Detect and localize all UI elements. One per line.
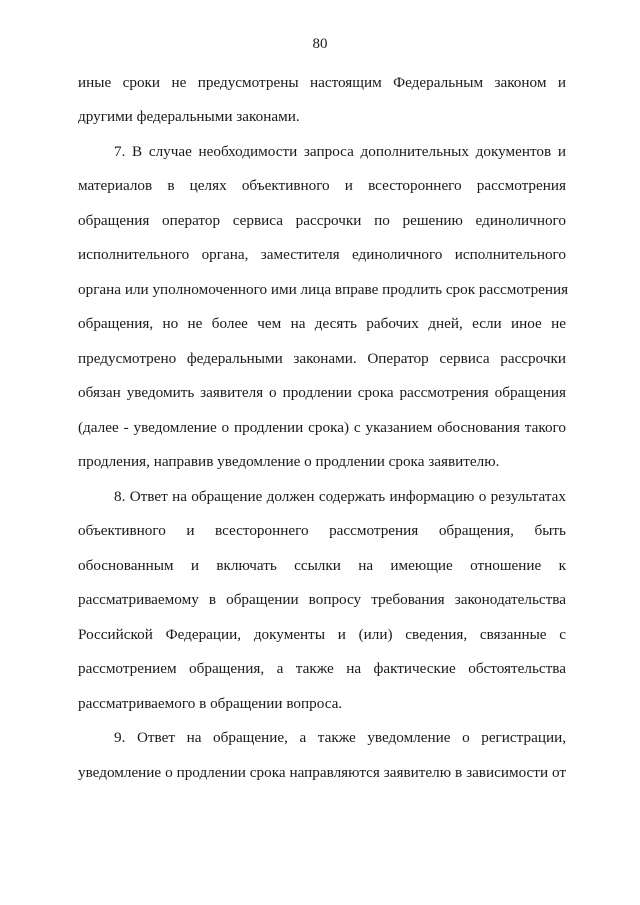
- text-line: рассмотрением обращения, а также на фактические обстоятельства: [78, 660, 566, 677]
- text-line: обращения, но не более чем на десять рабочих дней, если иное не: [78, 315, 566, 332]
- text-line: обоснованным и включать ссылки на имеющие отношение к: [78, 557, 566, 574]
- text-line: исполнительного органа, заместителя единоличного исполнительного: [78, 246, 566, 263]
- text-line: продления, направив уведомление о продлении срока заявителю.: [78, 453, 500, 470]
- text-line: материалов в целях объективного и всестороннего рассмотрения: [78, 177, 566, 194]
- text-line: Российской Федерации, документы и (или) сведения, связанные с: [78, 626, 566, 643]
- text-line: другими федеральными законами.: [78, 108, 300, 125]
- paragraph-start-line: 8. Ответ на обращение должен содержать информацию о результатах: [114, 488, 566, 505]
- text-line: иные сроки не предусмотрены настоящим Федеральным законом и: [78, 74, 566, 91]
- text-line: уведомление о продлении срока направляются заявителю в зависимости от: [78, 764, 566, 781]
- text-line: органа или уполномоченного ими лица вправе продлить срок рассмотрения: [78, 281, 569, 298]
- text-line: обращения оператор сервиса рассрочки по решению единоличного: [78, 212, 566, 229]
- paragraph-start-line: 9. Ответ на обращение, а также уведомление о регистрации,: [114, 729, 566, 746]
- text-line: предусмотрено федеральными законами. Оператор сервиса рассрочки: [78, 350, 566, 367]
- page-number: 80: [312, 36, 328, 52]
- text-line: объективного и всестороннего рассмотрения обращения, быть: [78, 522, 566, 539]
- text-line: рассматриваемого в обращении вопроса.: [78, 695, 343, 712]
- text-line: обязан уведомить заявителя о продлении срока рассмотрения обращения: [78, 384, 566, 401]
- text-line: (далее - уведомление о продлении срока) с указанием обоснования такого: [78, 419, 566, 436]
- text-line: рассматриваемому в обращении вопросу требования законодательства: [78, 591, 566, 608]
- paragraph-start-line: 7. В случае необходимости запроса дополнительных документов и: [114, 143, 566, 160]
